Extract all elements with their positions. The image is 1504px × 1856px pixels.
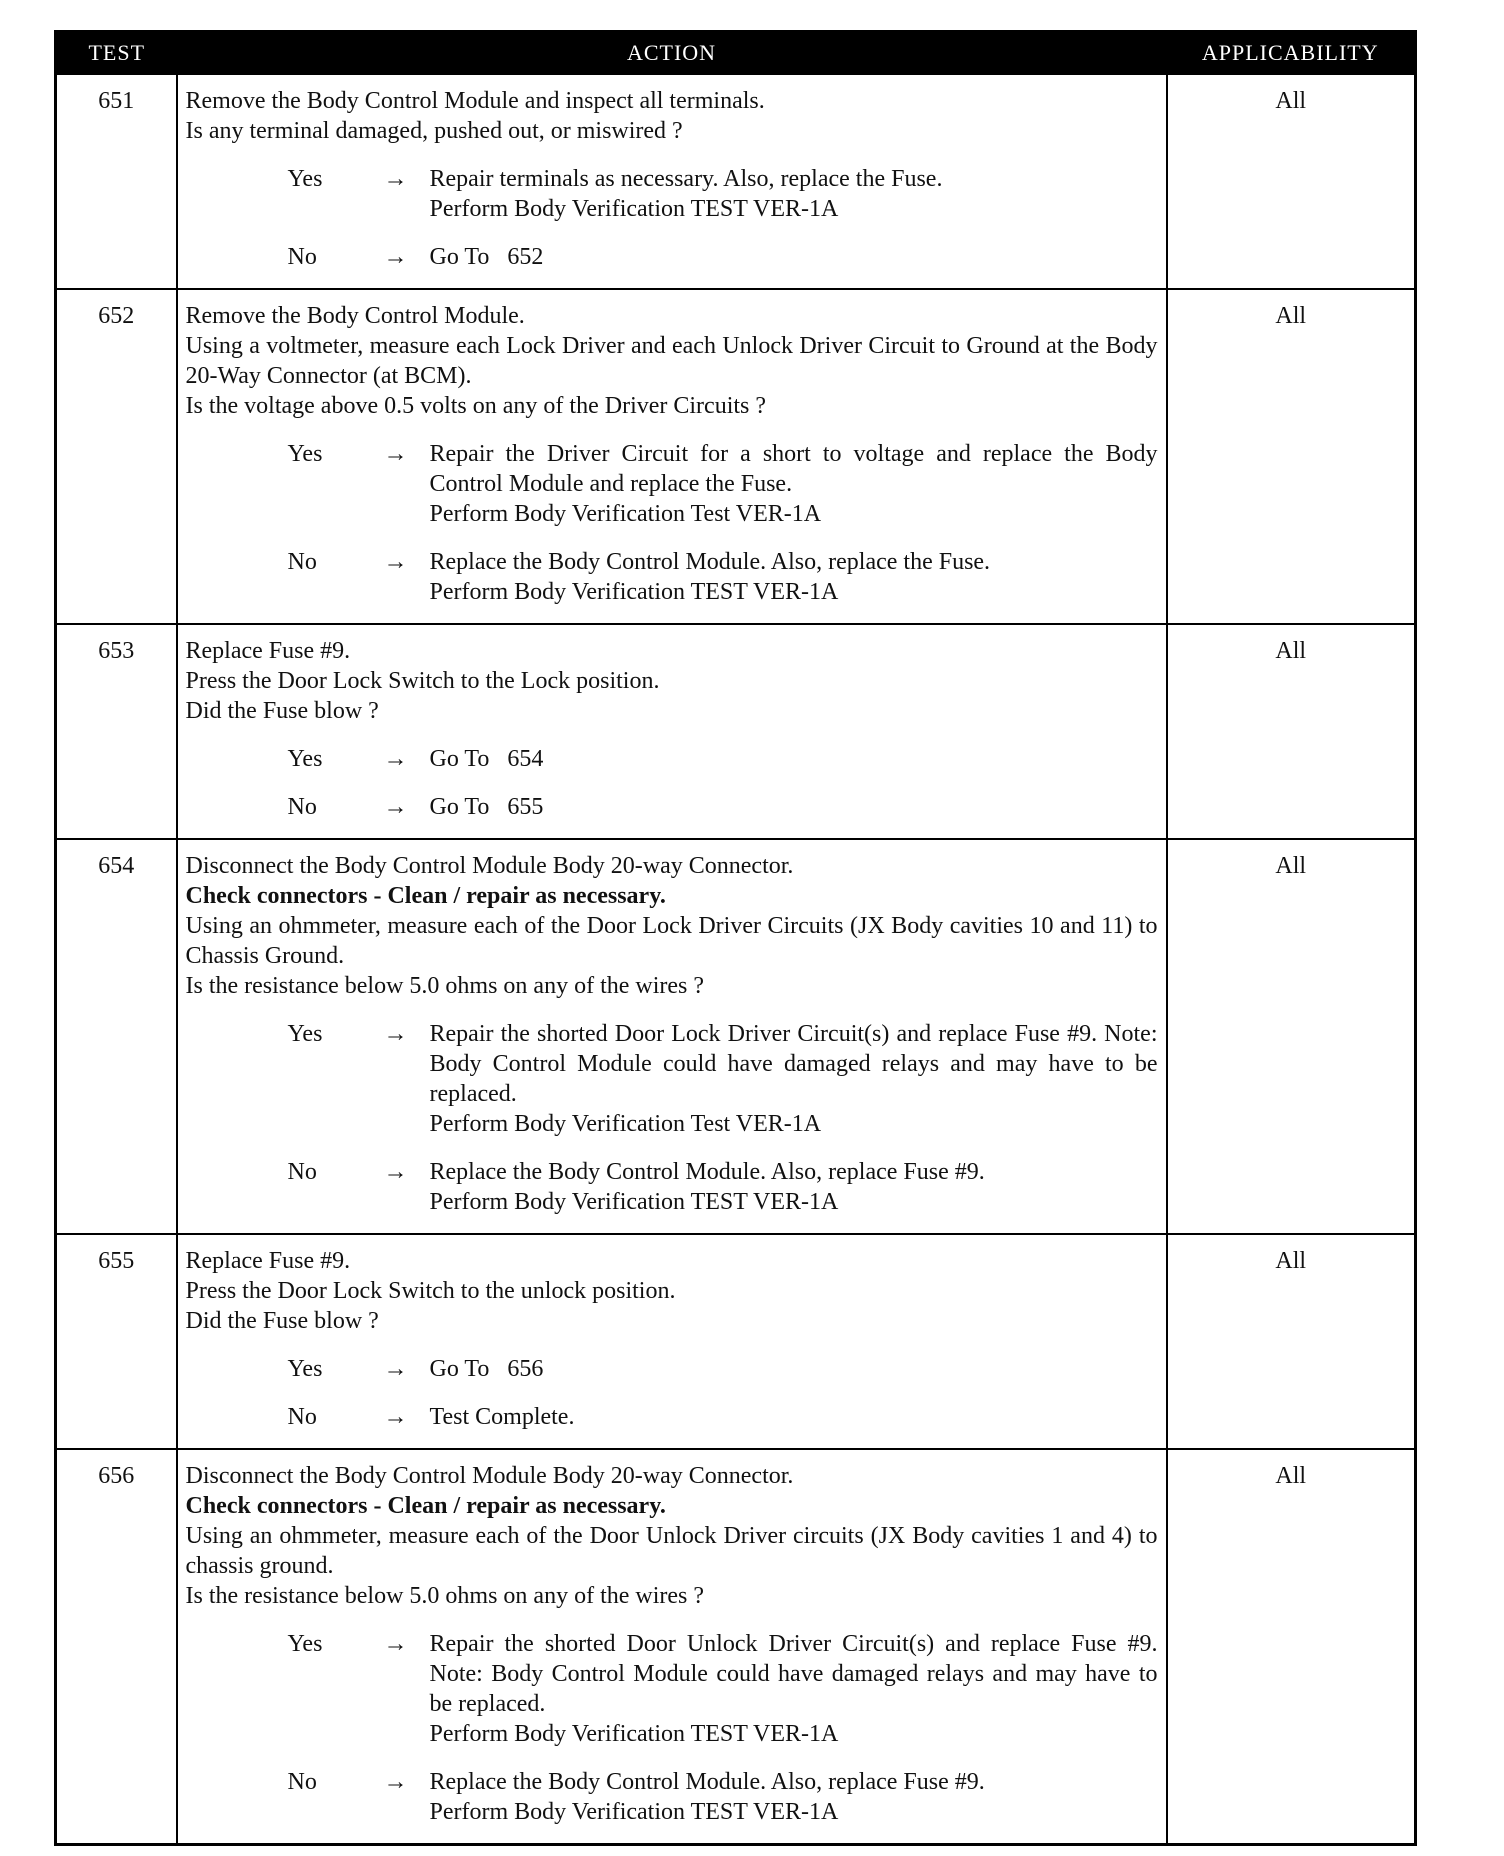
action-note-bold: Check connectors - Clean / repair as necessary.: [185, 1493, 666, 1519]
action-line: Is any terminal damaged, pushed out, or miswired ?: [185, 118, 683, 144]
arrow-right-icon: →: [383, 746, 408, 772]
result-body: [430, 1767, 1158, 1827]
applicability-cell: All: [1167, 1234, 1416, 1449]
result-line: Replace the Body Control Module. Also, replace the Fuse.: [429, 549, 991, 575]
result-body: [430, 164, 1158, 224]
diagnostic-sheet: [54, 30, 1414, 1846]
arrow-right-icon: →: [383, 794, 408, 820]
result-line: Test Complete.: [429, 1404, 575, 1430]
applicability-cell: All: [1167, 1449, 1416, 1845]
result-body: [429, 1019, 1164, 1139]
result-line: Go To 654: [429, 746, 544, 772]
result-yes: [186, 164, 1158, 224]
action-line: Press the Door Lock Switch to the Lock position.: [185, 668, 660, 694]
result-label: No: [287, 549, 317, 575]
result-label: No: [287, 1159, 317, 1185]
action-line: Remove the Body Control Module.: [185, 303, 525, 329]
table-row: [56, 74, 1416, 289]
applicability-cell: All: [1167, 839, 1416, 1234]
action-line: Disconnect the Body Control Module Body 20-way Connector.: [185, 1463, 794, 1489]
action-cell: [177, 1449, 1167, 1845]
result-line: Go To 655: [429, 794, 544, 820]
applicability-cell: All: [1167, 74, 1416, 289]
result-no: [186, 547, 1158, 607]
result-line: Perform Body Verification TEST VER-1A: [429, 1721, 839, 1747]
result-yes: [186, 1629, 1164, 1749]
result-line: Go To 656: [429, 1356, 544, 1382]
action-line: Did the Fuse blow ?: [185, 698, 379, 724]
table-row: [56, 289, 1416, 624]
action-line: Did the Fuse blow ?: [185, 1308, 379, 1334]
result-line: Perform Body Verification Test VER-1A: [429, 1111, 822, 1137]
result-no: [186, 792, 1158, 822]
table-row: [56, 624, 1416, 839]
test-number: 654: [56, 839, 177, 1234]
test-number: 651: [56, 74, 177, 289]
result-body: [430, 792, 1158, 822]
result-line: Replace the Body Control Module. Also, replace Fuse #9.: [429, 1159, 985, 1185]
diagnostic-table: [54, 30, 1417, 1846]
arrow-right-icon: →: [383, 1769, 408, 1795]
result-body: [430, 1157, 1158, 1217]
result-line: Repair the shorted Door Lock Driver Circuit(s) and replace Fuse #9. Note: Body Control Module could have damaged relays and may have to be replaced.: [429, 1021, 1164, 1107]
action-cell: [177, 839, 1167, 1234]
header-applicability: APPLICABILITY: [1167, 32, 1416, 75]
result-label: No: [287, 1769, 317, 1795]
result-line: Repair terminals as necessary. Also, replace the Fuse.: [429, 166, 943, 192]
result-label: No: [287, 244, 317, 270]
action-line: Is the resistance below 5.0 ohms on any of the wires ?: [185, 1583, 705, 1609]
result-yes: [186, 744, 1158, 774]
action-line: Remove the Body Control Module and inspect all terminals.: [185, 88, 765, 114]
action-note-bold: Check connectors - Clean / repair as necessary.: [185, 883, 666, 909]
result-body: [430, 1402, 1158, 1432]
action-line: Replace Fuse #9.: [185, 638, 351, 664]
result-line: Perform Body Verification TEST VER-1A: [429, 1189, 839, 1215]
action-line: Is the resistance below 5.0 ohms on any of the wires ?: [185, 973, 705, 999]
arrow-right-icon: →: [383, 1021, 408, 1047]
action-line: Using an ohmmeter, measure each of the Door Unlock Driver circuits (JX Body cavities 1 and 4) to chassis ground.: [185, 1523, 1158, 1579]
result-no: [186, 1767, 1158, 1827]
arrow-right-icon: →: [383, 1159, 408, 1185]
result-body: [430, 547, 1158, 607]
result-label: No: [287, 794, 317, 820]
result-label: Yes: [287, 1356, 323, 1382]
applicability-cell: All: [1167, 624, 1416, 839]
action-line: Using an ohmmeter, measure each of the Door Lock Driver Circuits (JX Body cavities 10 and 11) to Chassis Ground.: [185, 913, 1158, 969]
test-number: 655: [56, 1234, 177, 1449]
result-body: [430, 1354, 1158, 1384]
result-line: Perform Body Verification TEST VER-1A: [429, 196, 839, 222]
result-body: [429, 439, 1164, 529]
test-number: 653: [56, 624, 177, 839]
table-row: [56, 839, 1416, 1234]
action-line: Press the Door Lock Switch to the unlock position.: [185, 1278, 676, 1304]
result-no: [186, 242, 1158, 272]
result-label: No: [287, 1404, 317, 1430]
header-action: ACTION: [177, 32, 1167, 75]
result-yes: [186, 439, 1164, 529]
table-row: [56, 1449, 1416, 1845]
result-body: [429, 1629, 1164, 1749]
result-label: Yes: [287, 1021, 323, 1047]
action-line: Disconnect the Body Control Module Body 20-way Connector.: [185, 853, 794, 879]
header-row: [56, 32, 1416, 75]
test-number: 656: [56, 1449, 177, 1845]
table-row: [56, 1234, 1416, 1449]
action-cell: [177, 1234, 1167, 1449]
result-yes: [186, 1354, 1158, 1384]
result-no: [186, 1402, 1158, 1432]
action-line: Replace Fuse #9.: [185, 1248, 351, 1274]
result-line: Replace the Body Control Module. Also, replace Fuse #9.: [429, 1769, 985, 1795]
action-cell: [177, 74, 1167, 289]
result-label: Yes: [287, 1631, 323, 1657]
arrow-right-icon: →: [383, 1404, 408, 1430]
result-label: Yes: [287, 441, 323, 467]
arrow-right-icon: →: [383, 166, 408, 192]
result-line: Perform Body Verification TEST VER-1A: [429, 1799, 839, 1825]
result-body: [430, 744, 1158, 774]
action-line: Is the voltage above 0.5 volts on any of the Driver Circuits ?: [185, 393, 767, 419]
arrow-right-icon: →: [383, 441, 408, 467]
arrow-right-icon: →: [383, 1356, 408, 1382]
arrow-right-icon: →: [383, 1631, 408, 1657]
result-no: [186, 1157, 1158, 1217]
result-body: [430, 242, 1158, 272]
arrow-right-icon: →: [383, 244, 408, 270]
action-line: Using a voltmeter, measure each Lock Driver and each Unlock Driver Circuit to Ground at the Body 20-Way Connector (at BCM).: [185, 333, 1158, 389]
test-number: 652: [56, 289, 177, 624]
result-line: Repair the shorted Door Unlock Driver Circuit(s) and replace Fuse #9. Note: Body Control Module could have damaged relays and may have to be replaced.: [429, 1631, 1164, 1717]
result-line: Go To 652: [429, 244, 544, 270]
table-body: [56, 74, 1416, 1845]
applicability-cell: All: [1167, 289, 1416, 624]
header-test: TEST: [56, 32, 177, 75]
result-label: Yes: [287, 166, 323, 192]
result-line: Perform Body Verification Test VER-1A: [429, 501, 822, 527]
action-cell: [177, 289, 1167, 624]
arrow-right-icon: →: [383, 549, 408, 575]
result-yes: [186, 1019, 1164, 1139]
result-line: Repair the Driver Circuit for a short to voltage and replace the Body Control Module and replace the Fuse.: [429, 441, 1164, 497]
result-line: Perform Body Verification TEST VER-1A: [429, 579, 839, 605]
action-cell: [177, 624, 1167, 839]
result-label: Yes: [287, 746, 323, 772]
